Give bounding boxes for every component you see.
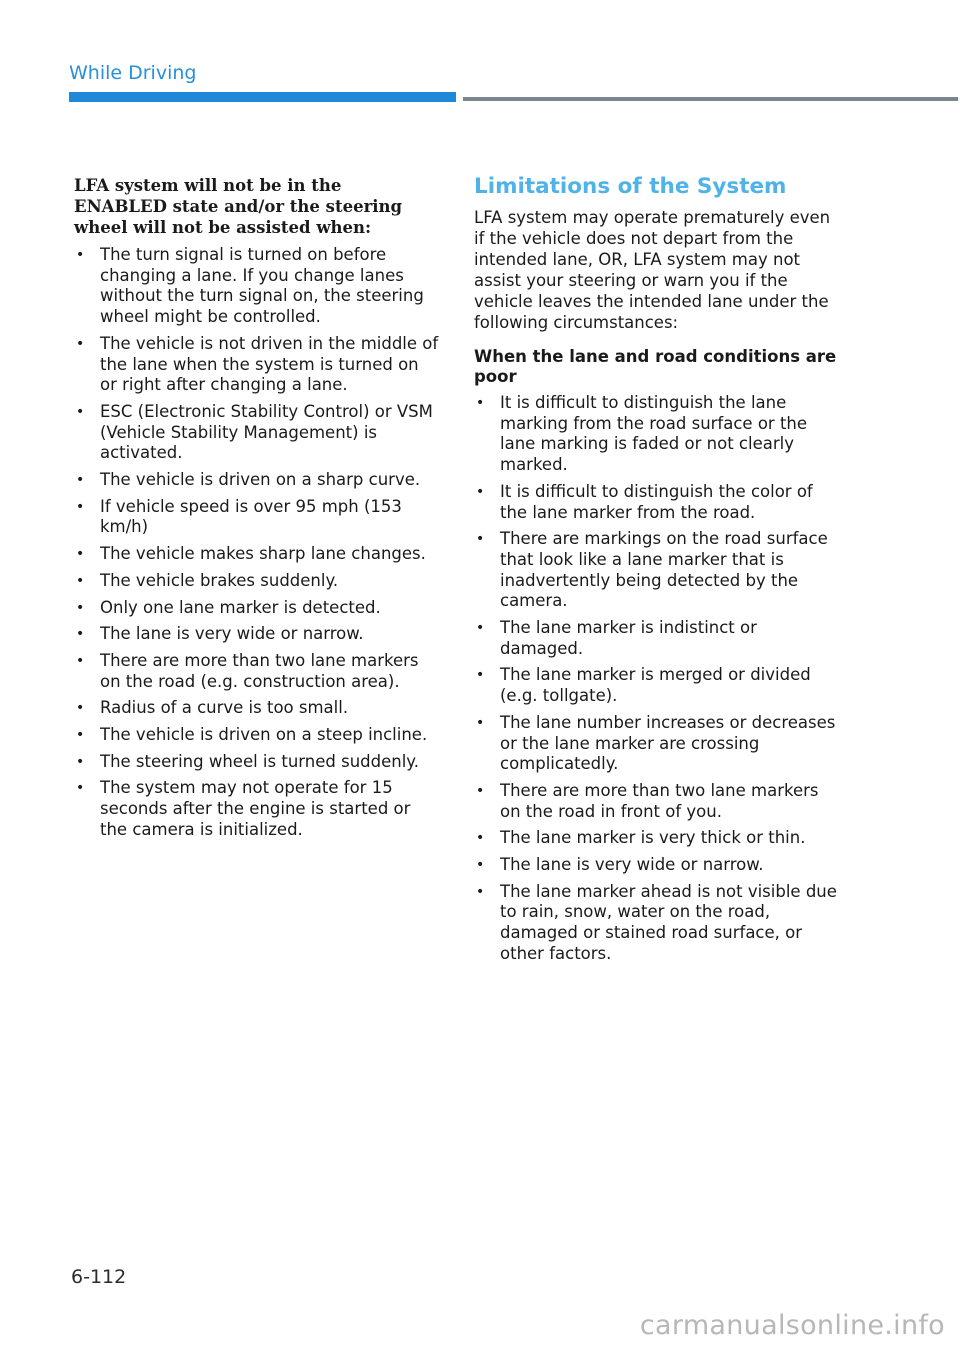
bullet-icon: •: [76, 652, 85, 669]
left-column: [74, 175, 440, 847]
bullet-icon: •: [76, 403, 85, 420]
list-item: • There are markings on the road surface that look like a lane marker that is inadvertently being detected by the camera.: [476, 529, 828, 611]
bullet-icon: •: [76, 599, 85, 616]
list-item: • The vehicle is driven on a steep incline.: [76, 725, 428, 745]
bullet-icon: •: [476, 714, 485, 731]
bullet-icon: •: [76, 572, 85, 589]
list-item: • The lane is very wide or narrow.: [476, 855, 764, 875]
list-item: • The vehicle is driven on a sharp curve.: [76, 470, 421, 490]
bullet-icon: •: [76, 753, 85, 770]
list-item: • The vehicle is not driven in the middle of the lane when the system is turned on or right after changing a lane.: [76, 333, 439, 395]
list-item: • The vehicle brakes suddenly.: [76, 570, 339, 590]
header-rule-blue: [69, 92, 456, 102]
list-item: • The lane marker is merged or divided (e.g. tollgate).: [476, 665, 811, 706]
bullet-icon: •: [476, 483, 485, 500]
bullet-icon: •: [476, 395, 485, 411]
list-item: • There are more than two lane markers on the road (e.g. construction area).: [76, 650, 419, 691]
list-item: • It is difficult to distinguish the color of the lane marker from the road.: [476, 481, 813, 522]
right-column: [474, 175, 844, 971]
list-item: • There are more than two lane markers on the road in front of you.: [476, 780, 819, 821]
limitations-heading: Limitations of the System: [474, 174, 787, 199]
list-item: • The lane marker is indistinct or damaged.: [476, 618, 757, 658]
bullet-icon: •: [76, 700, 85, 717]
bullet-icon: •: [76, 472, 85, 489]
list-item: • It is difficult to distinguish the lane marking from the road surface or the lane marking is faded or not clearly marked.: [476, 393, 808, 475]
list-item: • The steering wheel is turned suddenly.: [76, 751, 419, 771]
bullet-icon: •: [476, 857, 485, 874]
list-item: • The turn signal is turned on before changing a lane. If you change lanes without the turn signal on, the steering wheel might be controlled.: [76, 245, 424, 327]
list-item: • Radius of a curve is too small.: [76, 698, 349, 718]
watermark: carmanualsonline.info: [639, 1310, 945, 1341]
bullet-icon: •: [476, 667, 485, 684]
bullet-icon: •: [76, 780, 85, 797]
list-item: • The lane is very wide or narrow.: [76, 624, 364, 644]
list-item: • The lane marker is very thick or thin.: [476, 828, 806, 848]
bullet-icon: •: [76, 546, 85, 563]
section-title: While Driving: [69, 62, 197, 84]
bullet-icon: •: [76, 498, 85, 515]
bullet-icon: •: [476, 620, 485, 637]
header-rule-gray: [463, 97, 958, 101]
limitations-list: [474, 393, 844, 965]
intro-paragraph: LFA system may operate prematurely even if the vehicle does not depart from the intended lane, OR, LFA system may not assist your steering or warn you if the vehicle leaves the intended lane under the following circumstances:: [474, 208, 831, 332]
bullet-icon: •: [476, 883, 485, 900]
lead-paragraph: LFA system will not be in the ENABLED state and/or the steering wheel will not be assisted when:: [74, 176, 403, 237]
list-item: • The vehicle makes sharp lane changes.: [76, 544, 426, 564]
condition-list: [74, 245, 440, 841]
list-item: • The lane marker ahead is not visible due to rain, snow, water on the road, damaged or stained road surface, or other factors.: [476, 881, 837, 963]
conditions-subheading: When the lane and road conditions are poor: [474, 347, 837, 386]
list-item: • ESC (Electronic Stability Control) or VSM (Vehicle Stability Management) is activated.: [76, 401, 433, 463]
bullet-icon: •: [476, 531, 485, 548]
bullet-icon: •: [76, 247, 85, 263]
bullet-icon: •: [76, 626, 85, 643]
page-number: 6-112: [71, 1266, 127, 1288]
list-item: • If vehicle speed is over 95 mph (153 km/h): [76, 496, 402, 537]
bullet-icon: •: [476, 830, 485, 847]
bullet-icon: •: [76, 335, 85, 352]
list-item: • Only one lane marker is detected.: [76, 597, 381, 617]
bullet-icon: •: [476, 782, 485, 799]
list-item: • The lane number increases or decreases or the lane marker are crossing complicatedly.: [476, 712, 836, 774]
bullet-icon: •: [76, 727, 85, 744]
list-item: • The system may not operate for 15 seconds after the engine is started or the camera is initialized.: [76, 778, 411, 839]
